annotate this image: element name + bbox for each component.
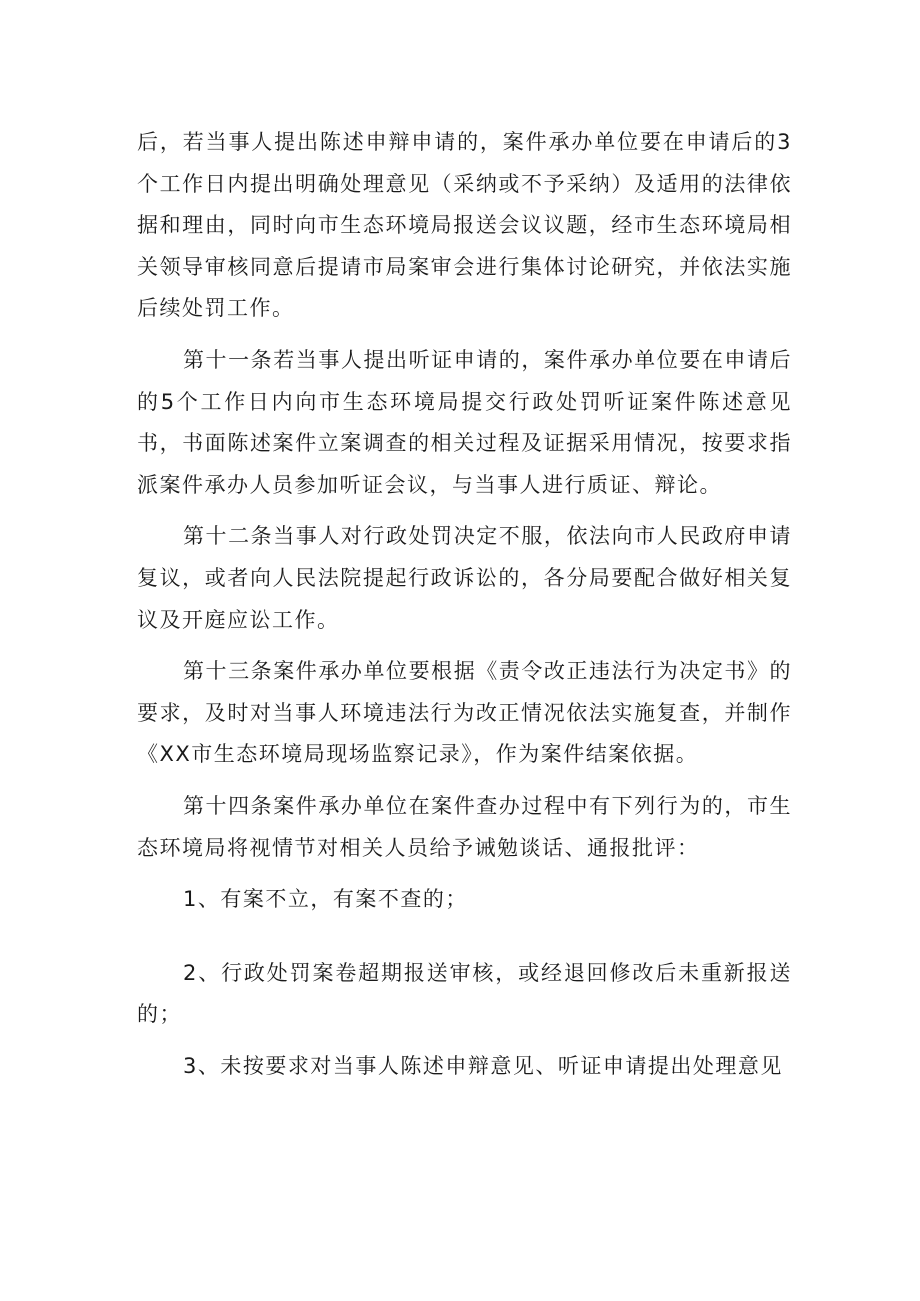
paragraph-article-12: 第十二条当事人对行政处罚决定不服，依法向市人民政府申请复议，或者向人民法院提起行政诉讼的，各分局要配合做好相关复议及开庭应讼工作。 bbox=[137, 524, 792, 632]
paragraph-continuation: 后，若当事人提出陈述申辩申请的，案件承办单位要在申请后的3个工作日内提出明确处理意见（采纳或不予采纳）及适用的法律依据和理由，同时向市生态环境局报送会议议题，经市生态环境局相关领导审核同意后提请市局案审会进行集体讨论研究，并依法实施后续处罚工作。 bbox=[137, 130, 792, 321]
paragraph-article-13: 第十三条案件承办单位要根据《责令改正违法行为决定书》的要求，及时对当事人环境违法行为改正情况依法实施复查，并制作《XX市生态环境局现场监察记录》，作为案件结案依据。 bbox=[137, 659, 792, 767]
list-item-3: 3、未按要求对当事人陈述申辩意见、听证申请提出处理意见 bbox=[183, 1053, 783, 1078]
list-item-2: 2、行政处罚案卷超期报送审核，或经退回修改后未重新报送的； bbox=[137, 960, 792, 1027]
list-item-1: 1、有案不立，有案不查的； bbox=[183, 887, 468, 912]
document-body bbox=[137, 122, 792, 1097]
paragraph-article-14: 第十四条案件承办单位在案件查办过程中有下列行为的，市生态环境局将视情节对相关人员给予诫勉谈话、通报批评： bbox=[137, 793, 792, 860]
paragraph-article-11: 第十一条若当事人提出听证申请的，案件承办单位要在申请后的5个工作日内向市生态环境局提交行政处罚听证案件陈述意见书，书面陈述案件立案调查的相关过程及证据采用情况，按要求指派案件承办人员参加听证会议，与当事人进行质证、辩论。 bbox=[137, 347, 792, 497]
